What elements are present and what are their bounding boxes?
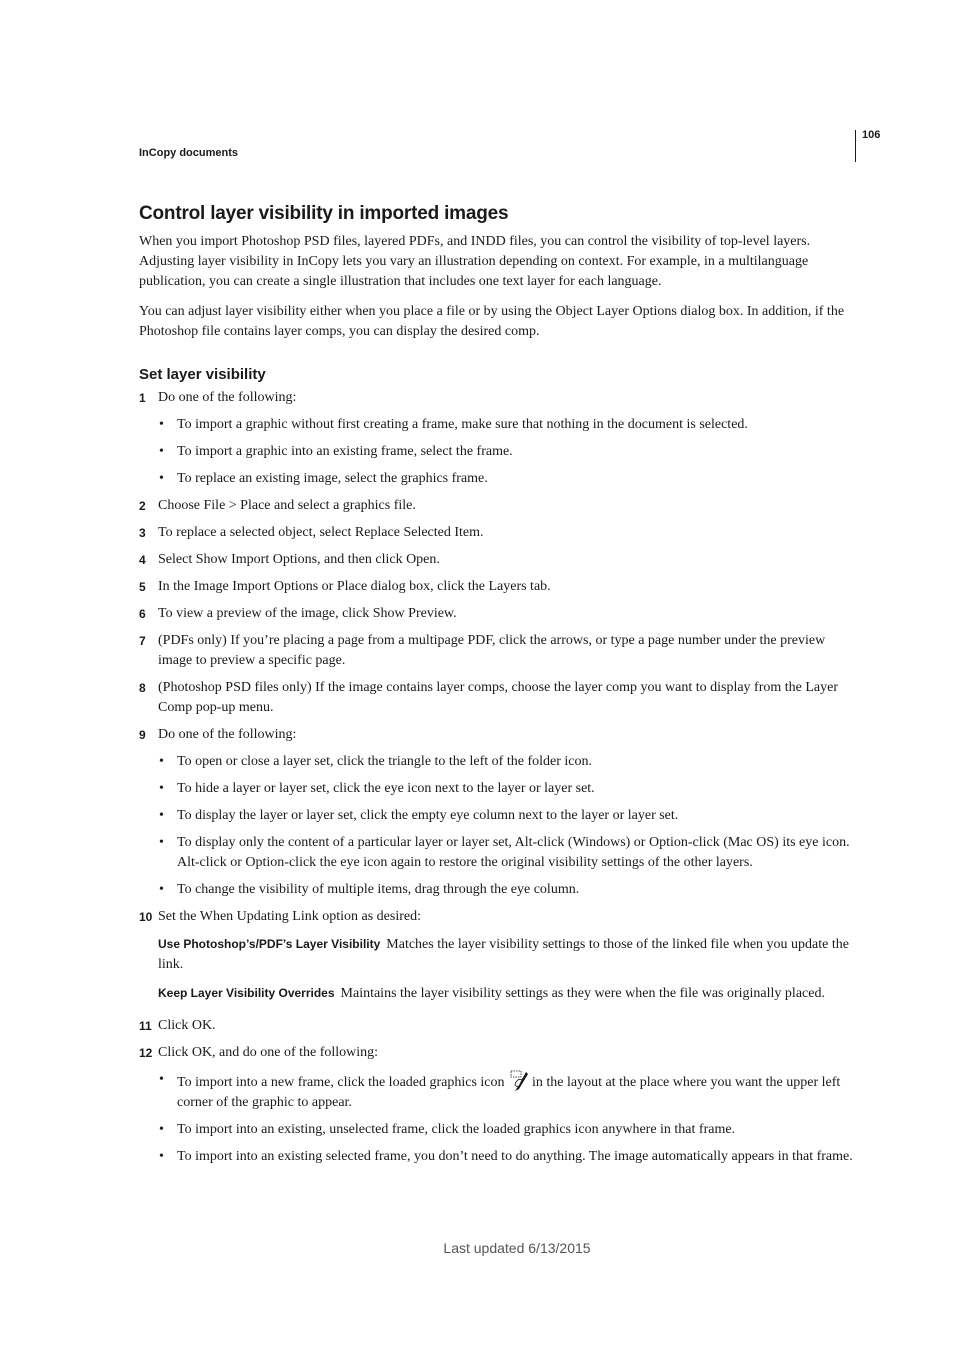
bullet: • [159,808,164,823]
step-number: 7 [139,634,146,648]
page-number: 106 [862,129,881,141]
step-number: 9 [139,728,146,742]
bullet: • [159,471,164,486]
step-text: (Photoshop PSD files only) If the image contains layer comps, choose the layer comp you want to display from the Layer Comp pop-up menu. [158,680,839,715]
list-item: • To change the visibility of multiple items, drag through the eye column. [139,880,855,900]
page-content [139,201,855,1174]
list-item: • To replace an existing image, select the graphics frame. [139,469,855,489]
step-number: 5 [139,580,146,594]
step-1-bullets [139,415,855,489]
step-12-bullets [139,1070,855,1167]
step-text: Click OK, and do one of the following: [158,1045,379,1060]
list-item: • To import a graphic into an existing frame, select the frame. [139,442,855,462]
step-number: 3 [139,526,146,540]
step-text: Select Show Import Options, and then click Open. [158,552,440,567]
bullet: • [159,444,164,459]
step-1 [139,388,855,408]
list-item: • To open or close a layer set, click the triangle to the left of the folder icon. [139,752,855,772]
step-9-bullets [139,752,855,900]
step-7 [139,631,855,671]
bullet: • [159,835,164,850]
step-9 [139,725,855,745]
step-11 [139,1016,855,1036]
list-item: • To display only the content of a particular layer or layer set, Alt-click (Windows) or Option-click (Mac OS) its eye icon. Alt-click or Option-click the eye icon again to restore the original visibility settings of the other layers. [159,835,850,870]
step-12 [139,1043,855,1063]
list-item: • To hide a layer or layer set, click the eye icon next to the layer or layer set. [139,779,855,799]
list-item: • To import into an existing selected frame, you don’t need to do anything. The image automatically appears in that frame. [139,1147,855,1167]
bullet: • [159,1149,164,1164]
list-item: • To import into a new frame, click the loaded graphics icon in the layout at the place where you want the upper left corner of the graphic to appear. [159,1072,841,1110]
step-text: In the Image Import Options or Place dialog box, click the Layers tab. [158,579,551,594]
bullet: • [159,1072,164,1087]
bullet: • [159,781,164,796]
step-text: To view a preview of the image, click Show Preview. [158,606,457,621]
intro-paragraph: When you import Photoshop PSD files, layered PDFs, and INDD files, you can control the visibility of top-level layers. Adjusting layer visibility in InCopy lets you vary an illustration depending on context. For example, in a multilanguage publication, you can create a single illustration that includes one text layer for each language. [139,234,811,289]
bullet: • [159,882,164,897]
step-2 [139,496,855,516]
step-number: 2 [139,499,146,513]
step-number: 11 [139,1019,152,1033]
intro-paragraph: You can adjust layer visibility either when you place a file or by using the Object Layer Options dialog box. In addition, if the Photoshop file contains layer comps, you can display the desired comp. [139,304,845,339]
section-heading: Set layer visibility [139,366,266,383]
step-number: 6 [139,607,146,621]
page-footer: Last updated 6/13/2015 [443,1240,591,1256]
bullet: • [159,754,164,769]
step-6 [139,604,855,624]
step-number: 10 [139,910,153,924]
list-item: • To import a graphic without first creating a frame, make sure that nothing in the document is selected. [139,415,855,435]
step-text: Click OK. [158,1018,216,1033]
option-name: Use Photoshop’s/PDF’s Layer Visibility [158,937,381,951]
header-rule [855,130,856,162]
list-item: • To import into an existing, unselected frame, click the loaded graphics icon anywhere in that frame. [139,1120,855,1140]
list-item: • To display the layer or layer set, click the empty eye column next to the layer or layer set. [139,806,855,826]
page-title: Control layer visibility in imported images [139,203,509,224]
section-name: InCopy documents [139,147,239,159]
step-number: 12 [139,1046,153,1060]
step-text: Choose File > Place and select a graphics file. [158,498,416,513]
step-10 [139,907,855,927]
bullet: • [159,417,164,432]
option-description: Maintains the layer visibility settings as they were when the file was originally placed. [340,986,825,1001]
step-number: 8 [139,681,146,695]
step-5 [139,577,855,597]
option-keep-overrides [139,983,855,1004]
step-3 [139,523,855,543]
bullet: • [159,1122,164,1137]
step-text: Do one of the following: [158,390,297,405]
loaded-graphics-icon [510,1070,530,1092]
step-number: 4 [139,553,146,567]
step-8 [139,678,855,718]
step-text: Do one of the following: [158,727,297,742]
option-description: Matches the layer visibility settings to those of the linked file when you update the link. [158,937,849,972]
step-text: (PDFs only) If you’re placing a page from a multipage PDF, click the arrows, or type a page number under the preview image to preview a specific page. [158,633,826,668]
step-text: Set the When Updating Link option as desired: [158,909,421,924]
option-name: Keep Layer Visibility Overrides [158,986,335,1000]
step-4 [139,550,855,570]
step-text: To replace a selected object, select Replace Selected Item. [158,525,484,540]
option-use-layer-visibility [139,934,855,975]
step-number: 1 [139,391,146,405]
